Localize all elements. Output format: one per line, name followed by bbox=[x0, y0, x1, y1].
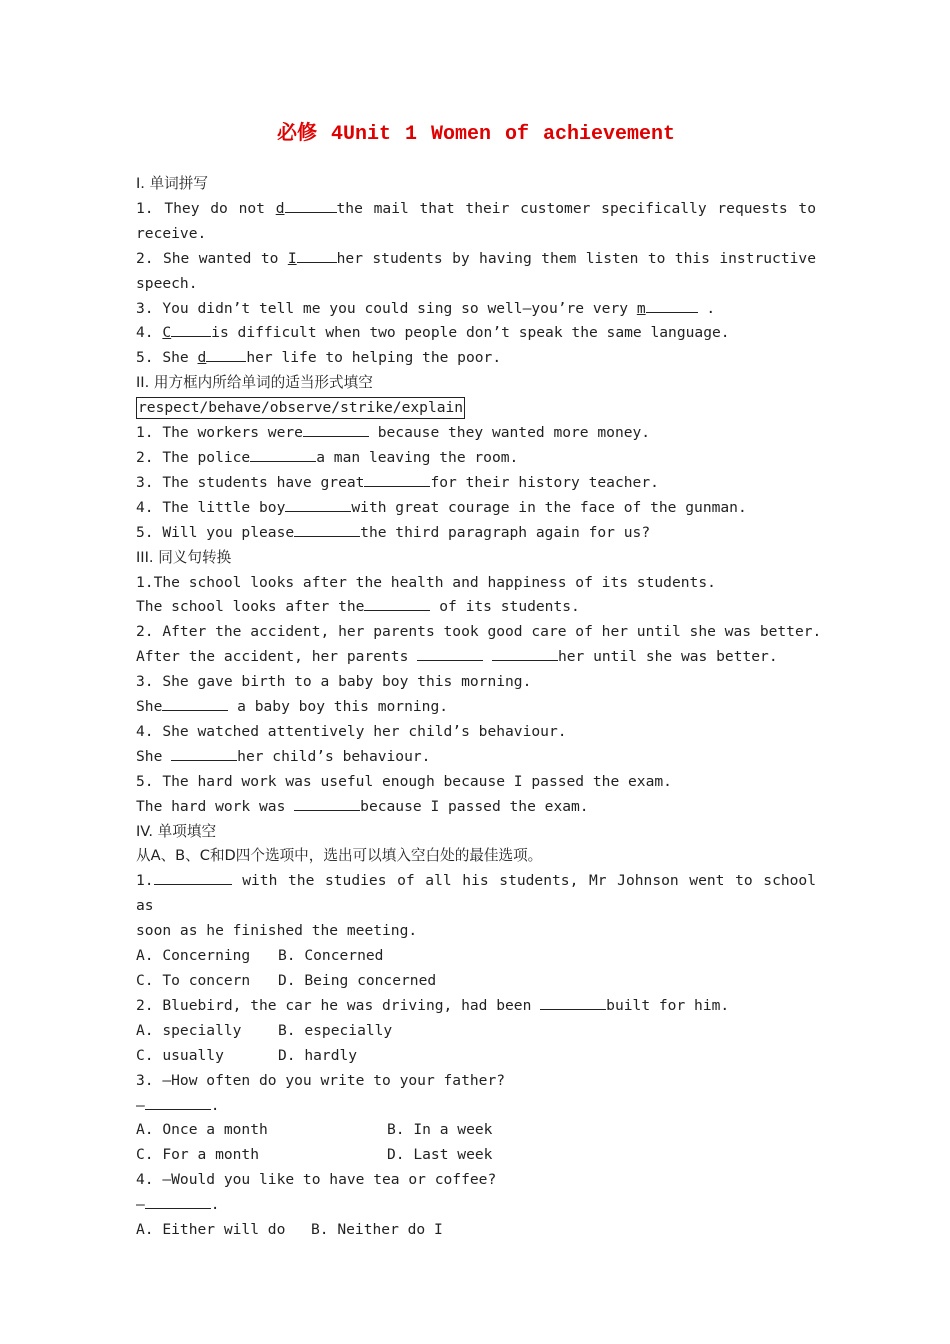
answer-blank[interactable] bbox=[285, 198, 337, 213]
option-b[interactable]: B. especially bbox=[278, 1021, 393, 1039]
option-c[interactable]: C. To concern bbox=[136, 972, 251, 989]
answer-blank[interactable] bbox=[303, 422, 369, 437]
hint-letter: I bbox=[287, 249, 297, 267]
s4-q3: 3. —How often do you write to your father? bbox=[136, 1071, 506, 1089]
answer-blank[interactable] bbox=[145, 1194, 211, 1209]
option-c[interactable]: C. usually bbox=[136, 1046, 224, 1064]
answer-blank[interactable] bbox=[206, 347, 246, 362]
option-d[interactable]: D. hardly bbox=[278, 1046, 358, 1064]
option-d[interactable]: D. Last week bbox=[387, 1146, 493, 1164]
s2-q5: 5. Will you please the third paragraph again for us? bbox=[136, 523, 651, 541]
section-4-heading: IV. 单项填空 bbox=[136, 822, 217, 840]
word-box: respect/behave/observe/strike/explain bbox=[136, 397, 465, 419]
option-a[interactable]: A. Concerning bbox=[136, 947, 251, 965]
answer-blank[interactable] bbox=[145, 1095, 211, 1110]
s4-q1-options-ab bbox=[136, 944, 816, 969]
answer-blank[interactable] bbox=[171, 322, 211, 337]
answer-blank[interactable] bbox=[294, 796, 360, 811]
s3-q2: 2. After the accident, her parents took good care of her until she was better. bbox=[136, 623, 822, 641]
s4-q2-options-ab bbox=[136, 1019, 816, 1044]
answer-blank[interactable] bbox=[540, 995, 606, 1010]
hint-letter: d bbox=[275, 199, 285, 217]
option-a[interactable]: A. Once a month bbox=[136, 1121, 268, 1139]
s4-q1-options-cd bbox=[136, 969, 816, 994]
answer-blank[interactable] bbox=[364, 472, 430, 487]
answer-blank[interactable] bbox=[417, 646, 483, 661]
s2-q4: 4. The little boy with great courage in the face of the gunman. bbox=[136, 498, 747, 516]
option-c[interactable]: C. For a month bbox=[136, 1146, 260, 1164]
s3-q3-rewrite: She a baby boy this morning. bbox=[136, 698, 449, 716]
option-b[interactable]: B. In a week bbox=[387, 1121, 493, 1139]
s4-q4-options-ab bbox=[136, 1218, 816, 1243]
hint-letter: C bbox=[162, 324, 172, 342]
option-a[interactable]: A. specially bbox=[136, 1021, 242, 1039]
answer-blank[interactable] bbox=[646, 298, 698, 313]
section-3-heading: III. 同义句转换 bbox=[136, 548, 232, 566]
s3-q3: 3. She gave birth to a baby boy this morning. bbox=[136, 673, 532, 691]
answer-blank[interactable] bbox=[294, 522, 360, 537]
page-title: 必修 4Unit 1 Women of achievement bbox=[276, 123, 676, 146]
s2-q3: 3. The students have great for their history teacher. bbox=[136, 473, 659, 491]
s4-q1: 1. with the studies of all his students, Mr Johnson went to school as bbox=[136, 872, 817, 915]
s2-q1: 1. The workers were because they wanted more money. bbox=[136, 424, 651, 442]
answer-blank[interactable] bbox=[162, 696, 228, 711]
s4-q2: 2. Bluebird, the car he was driving, had been built for him. bbox=[136, 996, 730, 1014]
s3-q1-rewrite: The school looks after the of its students. bbox=[136, 598, 580, 616]
s3-q1: 1.The school looks after the health and happiness of its students. bbox=[136, 573, 716, 591]
s1-q1-cont: receive. bbox=[136, 224, 207, 242]
s1-q3: 3. You didn’t tell me you could sing so well—you’re very m . bbox=[136, 299, 716, 317]
option-b[interactable]: B. Concerned bbox=[278, 947, 384, 965]
hint-letter: m bbox=[636, 299, 646, 317]
hint-letter: d bbox=[197, 349, 207, 367]
s1-q1: 1. They do not d the mail that their customer specifically requests to bbox=[136, 199, 816, 217]
s1-q2: 2. She wanted to I her students by having them listen to this instructive bbox=[136, 249, 816, 267]
s3-q2-rewrite: After the accident, her parents her until she was better. bbox=[136, 648, 778, 666]
s4-q1-cont: soon as he finished the meeting. bbox=[136, 922, 418, 940]
s4-q3-reply: — . bbox=[136, 1096, 220, 1114]
s3-q5-rewrite: The hard work was because I passed the exam. bbox=[136, 797, 589, 815]
s3-q5: 5. The hard work was useful enough because I passed the exam. bbox=[136, 772, 672, 790]
answer-blank[interactable] bbox=[154, 870, 232, 885]
answer-blank[interactable] bbox=[250, 447, 316, 462]
s4-q2-options-cd bbox=[136, 1044, 816, 1069]
section-4-instructions: 从A、B、C和D四个选项中，选出可以填入空白处的最佳选项。 bbox=[136, 847, 543, 865]
answer-blank[interactable] bbox=[285, 497, 351, 512]
s4-q4-reply: — . bbox=[136, 1196, 220, 1214]
answer-blank[interactable] bbox=[364, 596, 430, 611]
s3-q4-rewrite: She her child’s behaviour. bbox=[136, 747, 431, 765]
option-d[interactable]: D. Being concerned bbox=[278, 972, 437, 989]
answer-blank[interactable] bbox=[171, 746, 237, 761]
option-b[interactable]: B. Neither do I bbox=[311, 1221, 443, 1239]
s1-q5: 5. She d her life to helping the poor. bbox=[136, 349, 502, 367]
answer-blank[interactable] bbox=[492, 646, 558, 661]
s4-q3-options-cd bbox=[136, 1143, 816, 1168]
s1-q2-cont: speech. bbox=[136, 274, 198, 292]
s4-q4: 4. —Would you like to have tea or coffee? bbox=[136, 1171, 497, 1189]
worksheet bbox=[136, 120, 822, 1243]
s2-q2: 2. The police a man leaving the room. bbox=[136, 448, 519, 466]
section-2-heading: II. 用方框内所给单词的适当形式填空 bbox=[136, 374, 373, 392]
option-a[interactable]: A. Either will do bbox=[136, 1221, 286, 1239]
answer-blank[interactable] bbox=[297, 248, 337, 263]
section-1-heading: I. 单词拼写 bbox=[136, 175, 208, 192]
s4-q3-options-ab bbox=[136, 1118, 816, 1143]
s3-q4: 4. She watched attentively her child’s behaviour. bbox=[136, 722, 567, 740]
s1-q4: 4. C is difficult when two people don’t speak the same language. bbox=[136, 324, 730, 342]
